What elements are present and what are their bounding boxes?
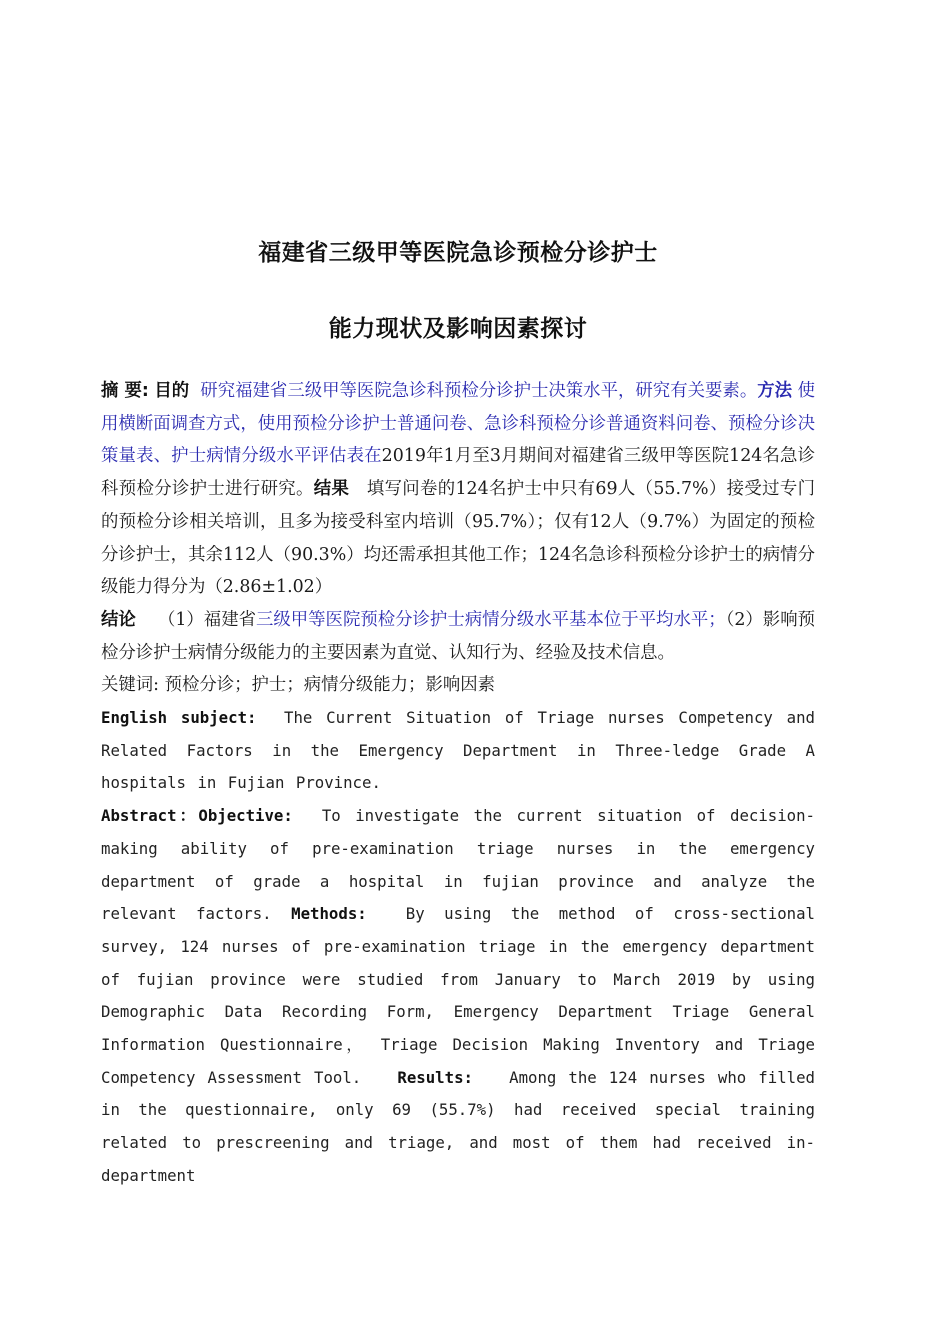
conclusion-label: 结论 [101,609,136,630]
conclusion-text-1: （1）福建省 [157,609,256,630]
keywords-line [101,669,815,702]
method-label: 方法 [757,381,793,401]
keywords-label: 关键词: [101,675,160,696]
paper-title-line-1: 福建省三级甲等医院急诊预检分诊护士 [258,240,658,266]
chinese-abstract [101,375,815,669]
english-subject-label: English subject: [101,708,257,728]
method-text-highlighted: 使用横断面调查方式，使用预检分诊护士普通问卷、急诊科预检分诊普通资料问卷、预检分诊决策量表、护士病情分级水平评估表在 [101,381,815,467]
result-label: 结果 [313,479,350,500]
en-results-text: Among the 124 nurses who filled in the questionnaire, only 69 (55.7%) had received special training related to prescreening and triage, and most of them had received in-department [101,1067,815,1185]
en-objective-text: To investigate the current situation of decision-making ability of pre-examination triage nurses in the emergency department of grade a hospital in fujian province and analyze the relevant factors. [101,806,815,924]
english-subject-text: The Current Situation of Triage nurses Competency and Related Factors in the Emergency Department in Three-ledge Grade A hospitals in Fujian Province. [101,708,815,793]
abstract-label: 摘 要: [101,381,149,401]
en-abstract-label: Abstract： [101,806,199,826]
objective-label: 目的 [154,381,190,401]
conclusion-text-2: （2）影响预检分诊护士病情分级能力的主要因素为直觉、认知行为、经验及技术信息。 [101,609,815,663]
result-text: 填写问卷的124名护士中只有69人（55.7%）接受过专门的预检分诊相关培训，且多为接受科室内培训（95.7%）；仅有12人（9.7%）为固定的预检分诊护士，其余112人（90.3%）均还需承担其他工作；124名急诊科预检分诊护士的病情分级能力得分为（2.86±1.02） [101,479,815,598]
conclusion-text-highlighted: 三级甲等医院预检分诊护士病情分级水平基本位于平均水平； [255,609,726,630]
keywords-text: 预检分诊；护士；病情分级能力；影响因素 [164,675,496,696]
en-results-label: Results: [397,1067,473,1087]
en-methods-text: By using the method of cross-sectional survey, 124 nurses of pre-examination triage in the emergency department of fujian province were studied from January to March 2019 by using Demographic Data Recording Form, Emergency Department Triage General Information Questionnaire， Triage Decision Making Inventory and Triage Competency Assessment Tool. [101,904,815,1087]
en-objective-label: Objective: [198,806,293,826]
english-abstract [101,800,815,1192]
objective-text: 研究福建省三级甲等医院急诊科预检分诊护士决策水平，研究有关要素。 [200,381,758,401]
method-text: 2019年1月至3月期间对福建省三级甲等医院124名急诊科预检分诊护士进行研究。 [101,446,815,500]
en-methods-label: Methods: [291,904,367,924]
paper-body [101,375,815,1193]
english-subject [101,702,815,800]
paper-title-line-2: 能力现状及影响因素探讨 [328,316,588,342]
